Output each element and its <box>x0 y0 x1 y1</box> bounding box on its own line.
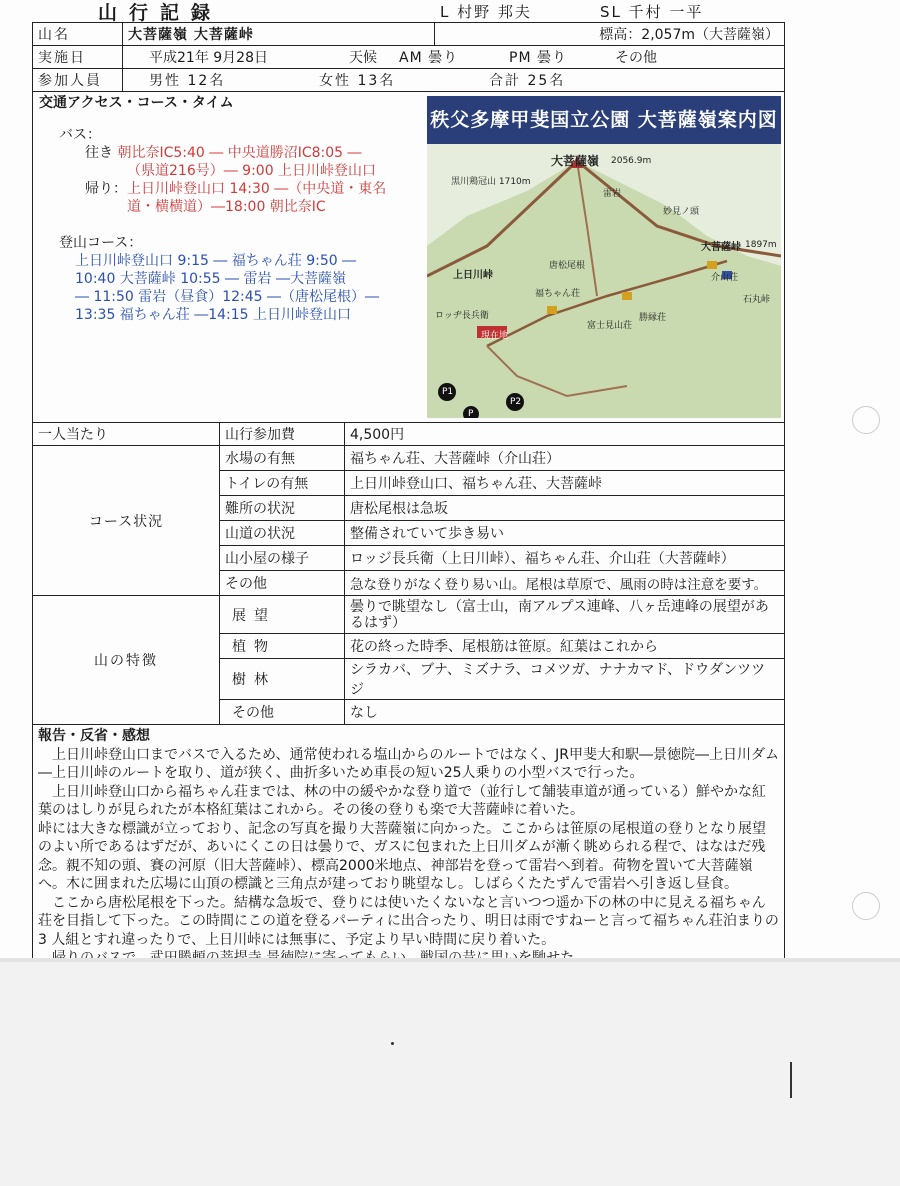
go-label: 往き <box>85 145 113 161</box>
trail-map <box>427 96 781 418</box>
map-kaishou: 介山荘 <box>711 273 739 283</box>
mountain-name: 大菩薩嶺 大菩薩峠 <box>123 23 435 46</box>
feature-value: シラカバ、ブナ、ミズナラ、コメツガ、ナナカマド、ドウダンツツジ <box>345 659 785 700</box>
course-status-label: コース状況 <box>33 446 220 596</box>
mountain-label: 山名 <box>33 23 123 46</box>
map-kaminikkawa: 上日川峠 <box>453 270 493 281</box>
date-row <box>33 46 785 69</box>
map-myojin: 妙見ノ頭 <box>663 207 700 217</box>
weather-label: 天候 <box>349 50 377 66</box>
feature-value: なし <box>345 700 785 725</box>
map-drawing <box>427 96 781 418</box>
elevation: 標高：2,057m（大菩薩嶺） <box>435 23 785 46</box>
map-p1: P1 <box>442 387 454 397</box>
access-row <box>33 92 785 423</box>
paper-edge <box>0 958 900 962</box>
status-key: 難所の状況 <box>220 496 345 521</box>
bus-label: バス： <box>59 127 101 143</box>
map-katsuragi: 勝縁荘 <box>639 313 667 323</box>
weather-other: その他 <box>615 50 657 66</box>
status-value: 上日川峠登山口、福ちゃん荘、大菩薩峠 <box>345 471 785 496</box>
access-section <box>39 94 427 324</box>
participants-cell <box>123 69 785 92</box>
map-genzaichi: 現在地 <box>481 331 509 341</box>
participants-row <box>33 69 785 92</box>
map-title: 秩父多摩甲斐国立公園 大菩薩嶺案内図 <box>427 96 781 144</box>
weather-pm: PM 曇り <box>509 50 567 66</box>
male-count: 男性 12名 <box>149 73 226 89</box>
feature-value: 曇りで眺望なし（富士山，南アルプス連峰、八ヶ岳連峰の展望があるはず） <box>345 596 785 634</box>
status-key: 水場の有無 <box>220 446 345 471</box>
feature-key: その他 <box>220 700 345 725</box>
map-toge-alt: 1897m <box>745 240 777 250</box>
course-label: 登山コース： <box>59 235 143 251</box>
status-value: ロッジ長兵衛（上日川峠）、福ちゃん荘、介山荘（大菩薩峠） <box>345 546 785 571</box>
status-value: 福ちゃん荘、大菩薩峠（介山荘） <box>345 446 785 471</box>
status-value: 整備されていて歩き易い <box>345 521 785 546</box>
report-heading: 報告・反省・感想 <box>38 728 150 744</box>
mountain-area <box>427 161 781 418</box>
date-value: 平成21年 9月28日 <box>149 50 268 66</box>
feature-key: 樹林 <box>220 659 345 700</box>
feature-key: 植物 <box>220 634 345 659</box>
report-paragraph: ここから唐松尾根を下った。結構な急坂で、登りには使いたくないなと言いつつ遥か下の林の中に見える福ちゃん荘を目指して下った。この時間にこの道を登るパーティに出合ったり、明日は雨ですねーと言って福ちゃん荘泊まりの 3 人組とすれ違ったりで、上日川峠には無事に、予定より早い時間に戻り着いた。 <box>38 894 779 948</box>
access-heading: 交通アクセス・コース・タイム <box>39 95 234 111</box>
course-line-2: 10:40 大菩薩峠 10:55 ― 雷岩 ―大菩薩嶺 <box>75 271 346 287</box>
feature-key: 展望 <box>220 596 345 634</box>
cost-value: 4,500円 <box>345 423 785 446</box>
map-ishimaru: 石丸峠 <box>743 295 771 305</box>
report-paragraph: 峠には大きな標識が立っており、記念の写真を撮り大菩薩嶺に向かった。ここからは笹原の尾根道の登りとなり展望のよい所であるはずだが、あいにくこの日は曇りで、ガスに包まれた上日川ダムが漸く眺められる程で、はなはだ残念。親不知の頭、賽の河原（旧大菩薩峠）、標高2000米地点、神部岩を登って雷岩へ到着。荷物を置いて大菩薩嶺へ。木に囲まれた広場に山頂の標識と三角点が建っており眺望なし。しばらくたたずんで雷岩へ引き返し昼食。 <box>38 820 766 892</box>
status-key: 山小屋の様子 <box>220 546 345 571</box>
paper-mark <box>391 1042 394 1045</box>
female-count: 女性 13名 <box>319 73 396 89</box>
hut-icon <box>547 306 557 314</box>
hut-icon <box>707 261 717 269</box>
map-p2: P2 <box>510 397 522 407</box>
status-row <box>33 446 785 471</box>
course-line-3: ― 11:50 雷岩（昼食）12:45 ―（唐松尾根）― <box>75 289 380 305</box>
report-paragraph: 上日川峠登山口から福ちゃん荘までは、林の中の緩やかな登り道で（並行して舗装車道が通っている）鮮やかな紅葉のはしりが見られたが本格紅葉はこれから。その後の登りも楽で大菩薩峠に着いた。 <box>38 783 766 818</box>
status-key: 山道の状況 <box>220 521 345 546</box>
map-lodge: ロッヂ長兵衛 <box>435 311 489 321</box>
course-line-4: 13:35 福ちゃん荘 ―14:15 上日川峠登山口 <box>75 307 352 323</box>
map-raigan: 雷岩 <box>603 189 622 199</box>
course-line-1: 上日川峠登山口 9:15 ― 福ちゃん荘 9:50 ― <box>75 253 357 269</box>
status-key: その他 <box>220 571 345 596</box>
report-paragraph: 上日川峠登山口までバスで入るため、通常使われる塩山からのルートではなく、JR甲斐大和駅―景徳院―上日川ダム―上日川峠のルートを取り、道が狭く、曲折多いため車長の短い25人乗りの小型バスで行った。 <box>38 746 780 781</box>
map-fujimi: 富士見山荘 <box>587 321 633 331</box>
status-value: 唐松尾根は急坂 <box>345 496 785 521</box>
overlapping-paper <box>0 958 900 1186</box>
map-karamatsu: 唐松尾根 <box>549 261 586 271</box>
map-toge: 大菩薩峠 <box>701 242 741 253</box>
map-peak-alt: 2056.9m <box>611 156 652 166</box>
feature-value: 花の終った時季、尾根筋は笹原。紅葉はこれから <box>345 634 785 659</box>
total-count: 合計 25名 <box>489 73 566 89</box>
return-line-2: 道・横横道）―18:00 朝比奈IC <box>127 199 326 215</box>
subleader-name: SL 千村 一平 <box>600 3 704 21</box>
cost-label: 一人当たり <box>33 423 220 446</box>
features-label: 山の特徴 <box>33 596 220 725</box>
mountain-row <box>33 23 785 46</box>
cost-row <box>33 423 785 446</box>
report-row <box>33 725 785 982</box>
punch-hole <box>852 406 880 434</box>
map-fukuchan: 福ちゃん荘 <box>535 289 581 299</box>
map-p3: P <box>468 409 474 418</box>
cost-item: 山行参加費 <box>220 423 345 446</box>
report-cell <box>33 725 785 982</box>
punch-hole <box>852 892 880 920</box>
map-kurokawa: 黒川鶏冠山 1710m <box>451 177 531 187</box>
access-cell <box>33 92 785 423</box>
participants-label: 参加人員 <box>33 69 123 92</box>
document-title: 山行記録 <box>98 2 223 24</box>
feature-row <box>33 596 785 634</box>
map-peak-label: 大菩薩嶺 <box>551 154 600 168</box>
leader-name: L 村野 邦夫 <box>440 3 532 21</box>
date-cell <box>123 46 785 69</box>
go-line-1: 朝比奈IC5:40 ― 中央道勝沼IC8:05 ― <box>117 145 362 161</box>
paper-mark <box>790 1062 792 1098</box>
date-label: 実施日 <box>33 46 123 69</box>
status-key: トイレの有無 <box>220 471 345 496</box>
weather-am: AM 曇り <box>399 50 459 66</box>
return-line-1: 上日川峠登山口 14:30 ―（中央道・東名 <box>127 181 387 197</box>
go-line-2: （県道216号）― 9:00 上日川峠登山口 <box>127 163 377 179</box>
return-label: 帰り： <box>85 181 127 197</box>
hut-icon <box>622 292 632 300</box>
status-value: 急な登りがなく登り易い山。尾根は草原で、風雨の時は注意を要す。 <box>345 571 785 596</box>
sheet-header <box>32 0 784 22</box>
record-table <box>32 22 785 982</box>
